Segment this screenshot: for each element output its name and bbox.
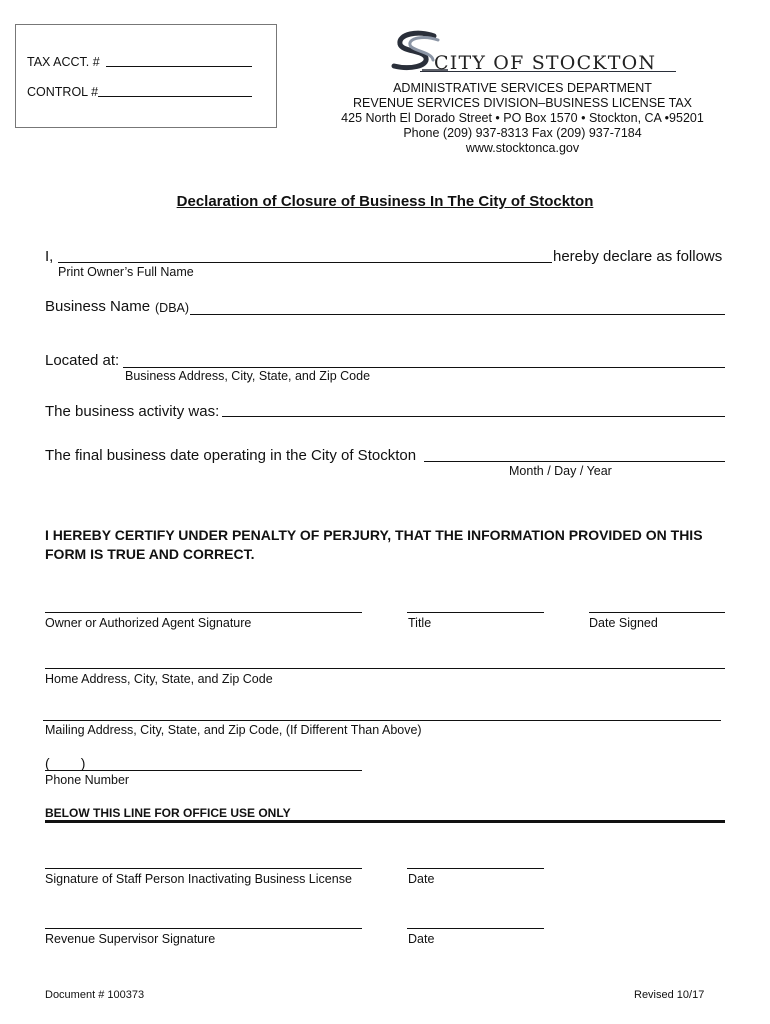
tax-acct-field[interactable] xyxy=(106,66,252,67)
staff-date-caption: Date xyxy=(408,872,435,886)
mailing-address-caption: Mailing Address, City, State, and Zip Code, (If Different Than Above) xyxy=(45,723,422,737)
date-caption: Month / Day / Year xyxy=(509,464,612,478)
office-use-divider xyxy=(45,820,725,823)
supervisor-date-field[interactable] xyxy=(407,928,544,929)
address-caption: Business Address, City, State, and Zip Code xyxy=(125,369,371,383)
business-address-field[interactable] xyxy=(123,367,725,368)
supervisor-signature-field[interactable] xyxy=(45,928,362,929)
city-name: CITY OF STOCKTON xyxy=(434,52,657,74)
control-field[interactable] xyxy=(98,96,252,97)
title-field[interactable] xyxy=(407,612,544,613)
final-date-label: The final business date operating in the City of Stockton xyxy=(45,447,417,464)
dba-label: (DBA) xyxy=(155,301,190,315)
tax-acct-label: TAX ACCT. # xyxy=(27,55,100,69)
office-use-heading: BELOW THIS LINE FOR OFFICE USE ONLY xyxy=(45,806,291,820)
supervisor-signature-caption: Revenue Supervisor Signature xyxy=(45,932,216,946)
declare-suffix: hereby declare as follows xyxy=(553,248,723,265)
page-title: Declaration of Closure of Business In The City of Stockton xyxy=(176,193,594,210)
title-caption: Title xyxy=(408,616,432,630)
revised-date: Revised 10/17 xyxy=(634,989,705,1001)
activity-field[interactable] xyxy=(222,416,725,417)
division: REVENUE SERVICES DIVISION–BUSINESS LICENSE TAX xyxy=(353,96,692,110)
phone-field[interactable] xyxy=(45,770,362,771)
account-box xyxy=(15,24,277,128)
staff-signature-caption: Signature of Staff Person Inactivating Business License xyxy=(45,872,352,886)
home-address-field[interactable] xyxy=(45,668,725,669)
dept-website: www.stocktonca.gov xyxy=(465,141,580,155)
document-number: Document # 100373 xyxy=(45,989,145,1001)
activity-label: The business activity was: xyxy=(45,403,220,420)
located-label: Located at: xyxy=(45,352,120,369)
mailing-address-field[interactable] xyxy=(43,720,721,721)
business-name-label: Business Name xyxy=(45,298,151,315)
i-label: I, xyxy=(45,248,54,265)
supervisor-date-caption: Date xyxy=(408,932,435,946)
final-date-field[interactable] xyxy=(424,461,725,462)
phone-caption: Phone Number xyxy=(45,773,130,787)
owner-name-caption: Print Owner’s Full Name xyxy=(58,265,194,279)
date-signed-caption: Date Signed xyxy=(589,616,658,630)
owner-signature-field[interactable] xyxy=(45,612,362,613)
staff-date-field[interactable] xyxy=(407,868,544,869)
staff-signature-field[interactable] xyxy=(45,868,362,869)
dept-address: 425 North El Dorado Street • PO Box 1570 • Stockton, CA •95201 xyxy=(341,111,704,125)
phone-area-code: ( ) xyxy=(45,755,86,771)
department: ADMINISTRATIVE SERVICES DEPARTMENT xyxy=(393,81,652,95)
certification-statement: I HEREBY CERTIFY UNDER PENALTY OF PERJURY, THAT THE INFORMATION PROVIDED ON THIS FORM IS TRUE AND CORRECT. xyxy=(45,527,703,562)
dept-phone: Phone (209) 937-8313 Fax (209) 937-7184 xyxy=(403,126,642,140)
control-label: CONTROL # xyxy=(27,85,99,99)
owner-signature-caption: Owner or Authorized Agent Signature xyxy=(45,616,252,630)
owner-name-field[interactable] xyxy=(58,262,552,263)
home-address-caption: Home Address, City, State, and Zip Code xyxy=(45,672,273,686)
business-name-field[interactable] xyxy=(190,314,725,315)
date-signed-field[interactable] xyxy=(589,612,725,613)
